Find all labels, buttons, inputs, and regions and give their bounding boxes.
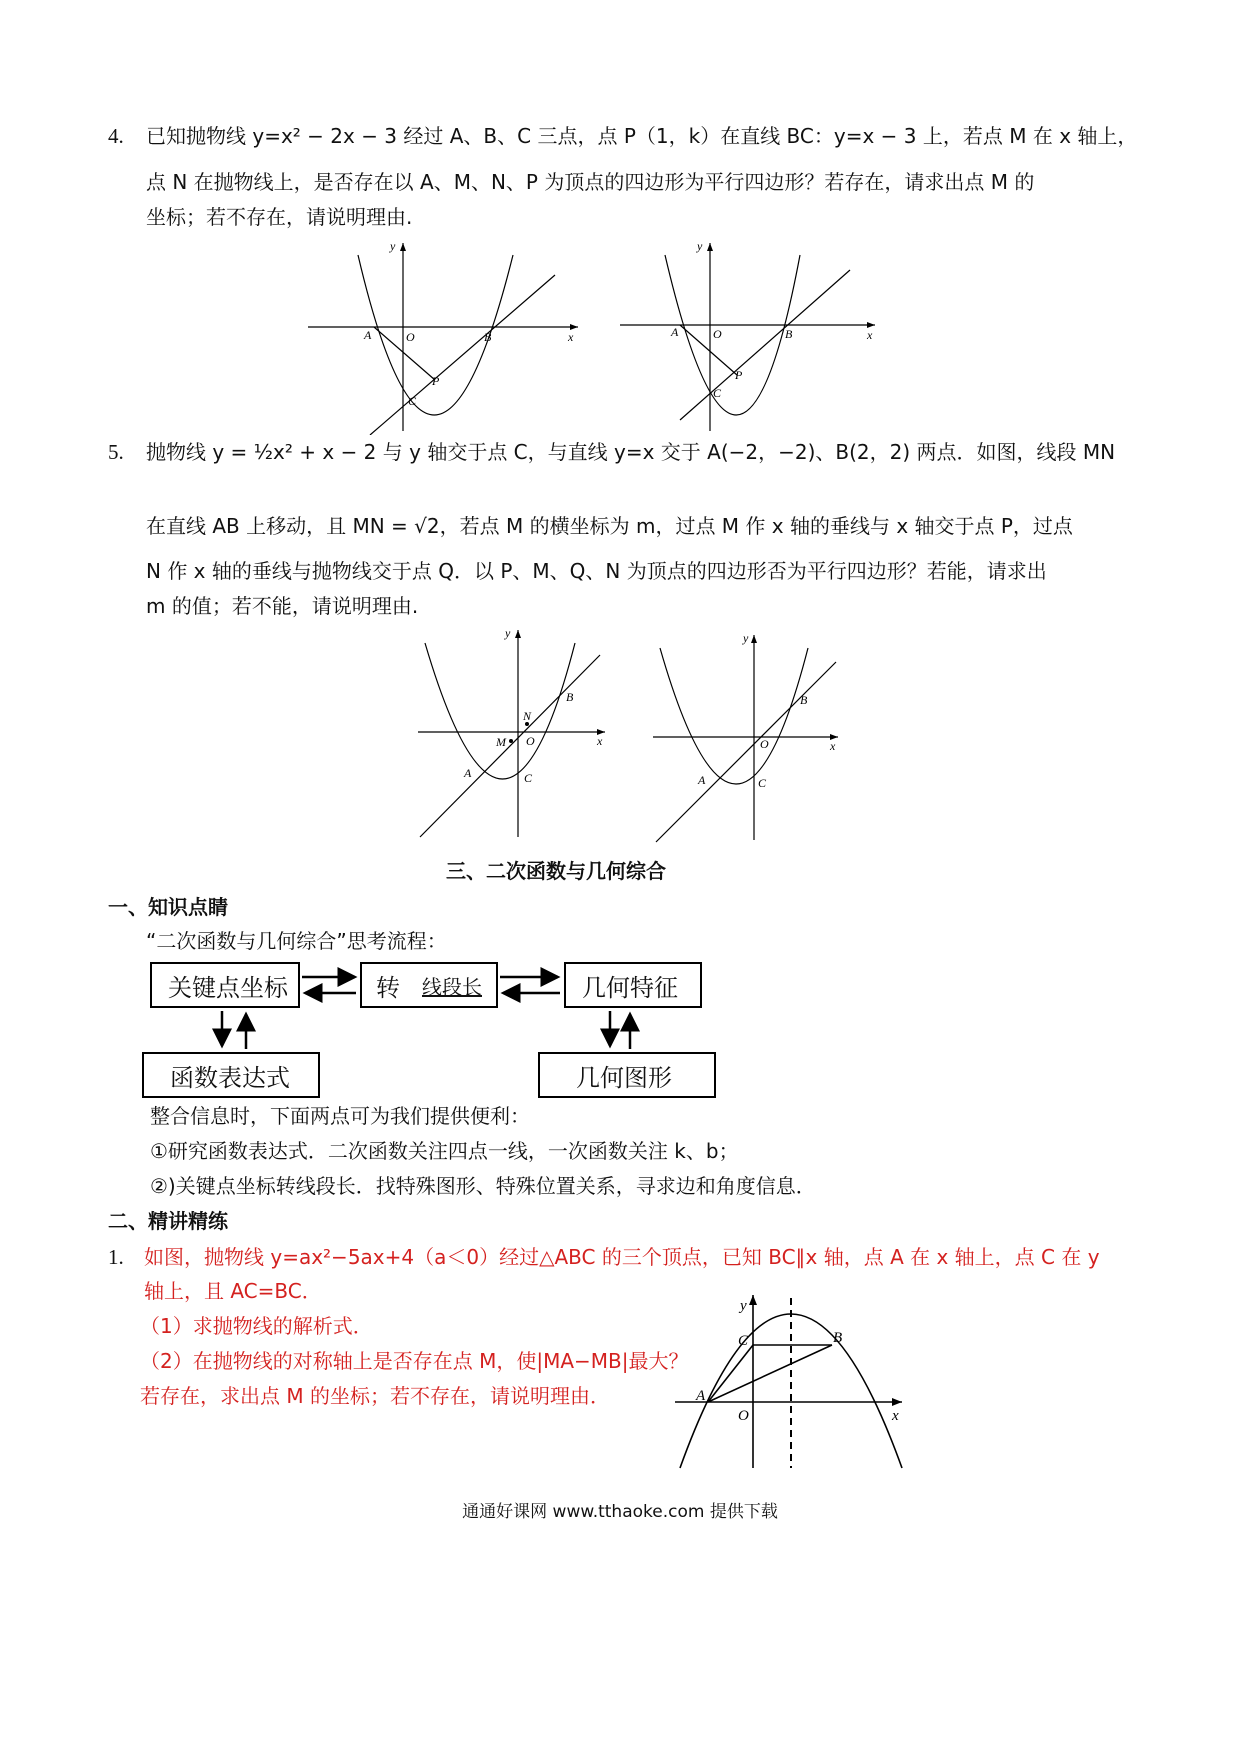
problem-5-line-3: N 作 x 轴的垂线与抛物线交于点 Q．以 P、M、Q、N 为顶点的四边形否为平行四边形？若能，请求出 <box>146 559 1047 583</box>
exercise-1-part-2: （2）在抛物线的对称轴上是否存在点 M，使|MA−MB|最大？ <box>140 1349 689 1373</box>
tip-1: ①研究函数表达式．二次函数关注四点一线，一次函数关注 k、b； <box>150 1139 739 1163</box>
exercise-1-line-2: 轴上，且 AC=BC． <box>144 1279 322 1303</box>
problem-4-line-1: 已知抛物线 y=x² − 2x − 3 经过 A、B、C 三点，点 P（1，k）在直线 BC：y=x − 3 上，若点 M 在 x 轴上， <box>146 124 1138 148</box>
fig4a-label-o: O <box>406 330 415 344</box>
fig5b-label-b: B <box>800 693 808 707</box>
page-footer: 通通好课网 www.tthaoke.com 提供下载 <box>462 1502 778 1522</box>
exercise-1-part-2b: 若存在，求出点 M 的坐标；若不存在，请说明理由． <box>140 1384 610 1408</box>
section-3-title: 三、二次函数与几何综合 <box>446 859 666 883</box>
practice-title: 二、精讲精练 <box>108 1209 228 1233</box>
fig4a-label-a: A <box>364 328 372 342</box>
fig5a-label-c: C <box>524 771 533 785</box>
exercise-1-number: 1. <box>108 1245 124 1269</box>
fig4a-label-p: P <box>432 374 440 388</box>
fig5a-label-b: B <box>566 690 574 704</box>
flow-box-key-coordinates: 关键点坐标 <box>150 962 300 1008</box>
fig5b-label-c: C <box>758 776 767 790</box>
flow-convert-target: 线段长 <box>422 974 482 999</box>
problem-5-line-4: m 的值；若不能，请说明理由. <box>146 594 419 618</box>
fig4a-label-y: y <box>390 239 396 253</box>
tip-2: ②)关键点坐标转线段长．找特殊图形、特殊位置关系，寻求边和角度信息． <box>150 1174 816 1198</box>
flow-box-convert <box>360 962 498 1008</box>
fig5a-label-o: O <box>526 734 535 748</box>
fig4b-label-p: P <box>735 368 743 382</box>
fig4b-label-b: B <box>785 327 793 341</box>
fig4b-label-o: O <box>713 327 722 341</box>
fig4a-label-b: B <box>484 330 492 344</box>
fig4b-label-c: C <box>713 386 722 400</box>
problem-4-line-2: 点 N 在抛物线上，是否存在以 A、M、N、P 为顶点的四边形为平行四边形？若存在，请求出点 M 的 <box>146 170 1035 194</box>
fig4b-label-a: A <box>671 325 679 339</box>
tips-intro: 整合信息时，下面两点可为我们提供便利： <box>150 1104 530 1128</box>
problem-5-figure-1 <box>410 625 615 840</box>
fig4b-label-x: x <box>867 328 873 342</box>
fig4b-label-y: y <box>697 239 703 253</box>
ex1-label-c: C <box>738 1333 749 1349</box>
exercise-1-part-1: （1）求抛物线的解析式． <box>140 1314 373 1338</box>
fig5b-label-y: y <box>743 631 749 645</box>
exercise-1-line-1: 如图，抛物线 y=ax²−5ax+4（a＜0）经过△ABC 的三个顶点，已知 BC∥x 轴，点 A 在 x 轴上，点 C 在 y <box>144 1245 1100 1269</box>
flow-box-geometric-figure: 几何图形 <box>538 1052 716 1098</box>
flow-caption: “二次函数与几何综合”思考流程： <box>146 929 447 953</box>
ex1-label-a: A <box>696 1388 706 1404</box>
flow-convert-prefix: 转 <box>376 973 400 1002</box>
exercise-1-figure <box>670 1290 910 1470</box>
problem-4-number: 4. <box>108 124 124 148</box>
ex1-label-b: B <box>833 1330 843 1346</box>
problem-4-line-3: 坐标；若不存在，请说明理由. <box>146 205 413 229</box>
flow-box-geometric-features: 几何特征 <box>564 962 702 1008</box>
fig4a-label-x: x <box>568 330 574 344</box>
fig5a-label-x: x <box>597 734 603 748</box>
ex1-label-y: y <box>740 1298 747 1314</box>
problem-4-figure-2 <box>615 235 885 435</box>
fig4a-label-c: C <box>408 394 417 408</box>
fig5a-label-m: M <box>496 735 506 749</box>
problem-4-figure-1 <box>300 235 590 435</box>
problem-5-figure-2 <box>648 630 848 845</box>
flow-box-function-expression: 函数表达式 <box>142 1052 320 1098</box>
fig5b-label-x: x <box>830 739 836 753</box>
problem-5-line-1: 抛物线 y = ½x² + x − 2 与 y 轴交于点 C，与直线 y=x 交于 A(−2，−2)、B(2，2) 两点．如图，线段 MN <box>146 440 1116 464</box>
fig5a-label-n: N <box>523 709 532 723</box>
fig5a-label-a: A <box>464 766 472 780</box>
ex1-label-x: x <box>892 1408 899 1424</box>
knowledge-points-title: 一、知识点睛 <box>108 895 228 919</box>
problem-5-number: 5. <box>108 440 124 464</box>
fig5a-label-y: y <box>505 626 511 640</box>
fig5b-label-a: A <box>698 773 706 787</box>
fig5b-label-o: O <box>760 737 769 751</box>
problem-5-line-2: 在直线 AB 上移动，且 MN = √2，若点 M 的横坐标为 m，过点 M 作 x 轴的垂线与 x 轴交于点 P，过点 <box>146 514 1073 538</box>
ex1-label-o: O <box>738 1408 749 1424</box>
